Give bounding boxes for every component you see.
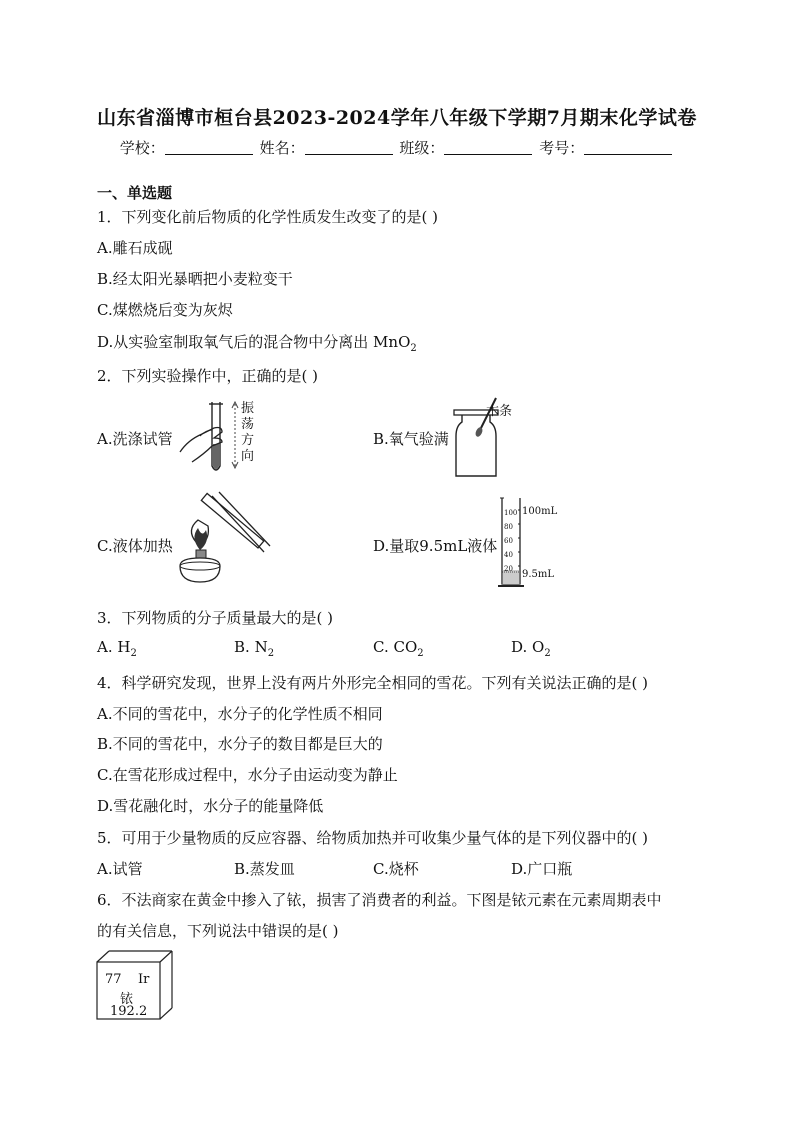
q2-option-d: D.量取9.5mL液体 [373,537,498,555]
exam-number-blank[interactable] [584,140,672,155]
q5-option-d: D.广口瓶 [511,860,573,878]
q3-stem: 3．下列物质的分子质量最大的是( ) [97,609,334,627]
q4-option-a: A.不同的雪花中，水分子的化学性质不相同 [97,705,383,723]
q3-option-a: A. $H_2$ [97,638,137,659]
q1-option-d [97,331,417,354]
class-label: 班级： [399,139,445,157]
q2-option-b: B.氧气验满 [373,430,449,448]
shake-direction-label: 振 荡 方 向 [241,401,255,464]
cylinder-capacity-label: 100mL [522,506,558,517]
iridium-element-card [96,950,174,1020]
q4-option-c: C.在雪花形成过程中，水分子由运动变为静止 [97,766,398,784]
q1-option-c: C.煤燃烧后变为灰烬 [97,301,233,319]
q5-stem: 5．可用于少量物质的反应容器、给物质加热并可收集少量气体的是下列仪器中的( ) [97,829,649,847]
q4-option-d: D.雪花融化时，水分子的能量降低 [97,797,324,815]
atomic-mass: 192.2 [110,1004,148,1019]
q4-option-b: B.不同的雪花中，水分子的数目都是巨大的 [97,735,383,753]
q2-option-c: C.液体加热 [97,537,173,555]
q2-stem: 2．下列实验操作中，正确的是( ) [97,367,319,385]
school-label: 学校： [119,139,165,157]
q1-option-a: A.雕石成砚 [97,239,173,257]
class-blank[interactable] [444,140,532,155]
stick-label: 木条 [486,404,513,419]
exam-title: 山东省淄博市桓台县2023-2024学年八年级下学期7月期末化学试卷 [97,107,697,129]
atomic-number: 77 [105,972,122,987]
q5-option-b: B.蒸发皿 [234,860,295,878]
student-info-row [0,137,794,158]
cylinder-tick-labels: 100 80 60 40 20 [504,509,518,573]
cylinder-mark-label: 9.5mL [522,569,555,580]
section-heading: 一、单选题 [97,184,173,202]
q5-option-a: A.试管 [97,860,143,878]
exam-number-label: 考号： [539,139,585,157]
q3-option-c: C. $CO_2$ [373,638,424,659]
q1-option-d-text: D.从实验室制取氧气后的混合物中分离出 [97,333,369,351]
q6-stem-line2: 的有关信息，下列说法中错误的是( ) [97,922,339,940]
element-symbol: Ir [138,972,150,987]
q1-stem: 1．下列变化前后物质的化学性质发生改变了的是( ) [97,208,439,226]
element-name: 铱 [120,992,134,1007]
q4-stem: 4．科学研究发现，世界上没有两片外形完全相同的雪花。下列有关说法正确的是( ) [97,674,649,692]
q1-option-b: B.经太阳光暴晒把小麦粒变干 [97,270,293,288]
q3-option-b: B. $N_2$ [234,638,275,659]
q2-option-a: A.洗涤试管 [97,430,173,448]
q6-stem-line1: 6．不法商家在黄金中掺入了铱，损害了消费者的利益。下图是铱元素在元素周期表中 [97,891,662,909]
liquid-heating-figure [172,490,278,588]
q5-option-c: C.烧杯 [373,860,419,878]
mno2-formula: MnO$_2$ [373,333,417,354]
name-label: 姓名： [259,139,305,157]
school-blank[interactable] [165,140,253,155]
name-blank[interactable] [305,140,393,155]
q3-option-d: D. $O_2$ [511,638,551,659]
